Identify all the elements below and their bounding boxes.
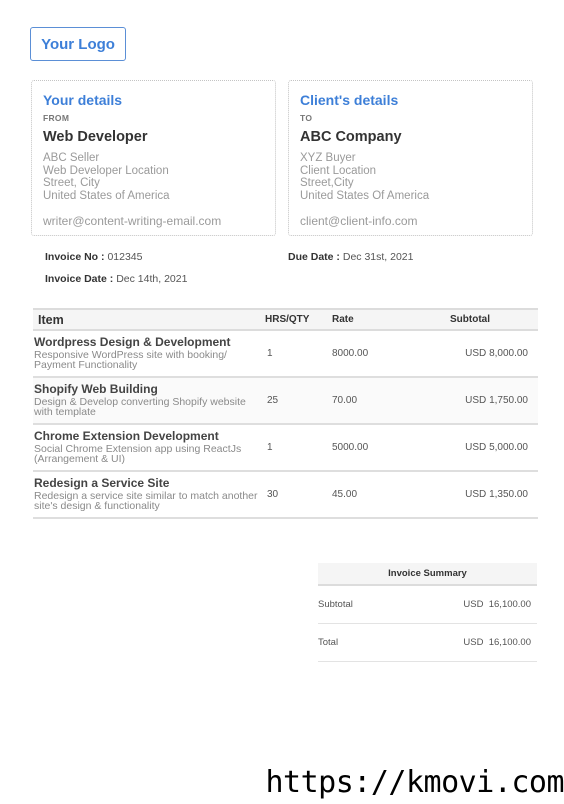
- currency: USD: [463, 636, 484, 648]
- rate-cell: 70.00: [332, 395, 358, 406]
- col-item: Item: [38, 312, 64, 327]
- table-row: [33, 377, 538, 424]
- client-address-line: United States Of America: [300, 189, 430, 202]
- due-date: [288, 251, 414, 263]
- subtotal-value: 8,000.00: [489, 348, 528, 359]
- summary-header: [318, 563, 537, 585]
- invoice-summary: [318, 563, 537, 662]
- qty-cell: 1: [267, 442, 273, 453]
- client-name: ABC Company: [300, 129, 402, 145]
- item-title: Redesign a Service Site: [34, 475, 170, 490]
- col-rate: Rate: [332, 314, 354, 325]
- client-email: client@client-info.com: [300, 214, 418, 228]
- invoice-date: [45, 273, 187, 285]
- qty-cell: 30: [267, 489, 279, 500]
- item-cell: [33, 330, 265, 377]
- rate-cell: 8000.00: [332, 348, 369, 359]
- summary-subtotal-label: Subtotal: [318, 598, 353, 610]
- item-cell: [33, 377, 265, 424]
- watermark: https://kmovi.com: [265, 765, 564, 800]
- summary-total-label: Total: [318, 636, 339, 648]
- subtotal-cell: [450, 471, 538, 518]
- currency: USD: [465, 489, 487, 500]
- sender-address-line: United States of America: [43, 189, 170, 202]
- sender-name: Web Developer: [43, 129, 148, 145]
- subtotal-value: 5,000.00: [489, 442, 528, 453]
- client-details-card: [288, 80, 533, 236]
- item-description: Redesign a service site similar to match another site's design & functionality: [34, 489, 258, 512]
- items-table: [33, 308, 538, 519]
- client-address: [300, 152, 521, 202]
- sender-address: [43, 152, 264, 202]
- invoice-number-value: 012345: [107, 251, 143, 263]
- due-date-value: Dec 31st, 2021: [342, 251, 414, 263]
- subtotal-cell: [450, 330, 538, 377]
- summary-subtotal-row: [318, 585, 537, 623]
- subtotal-value: 1,750.00: [489, 395, 528, 406]
- item-cell: [33, 471, 265, 518]
- item-description: Responsive WordPress site with booking/ Payment Functionality: [34, 348, 227, 371]
- item-title: Wordpress Design & Development: [34, 334, 231, 349]
- invoice-number-label: Invoice No :: [45, 251, 105, 263]
- currency: USD: [465, 395, 487, 406]
- table-row: [33, 330, 538, 377]
- item-title: Shopify Web Building: [34, 381, 158, 396]
- summary-total-row: [318, 623, 537, 661]
- item-cell: [33, 424, 265, 471]
- subtotal-cell: [450, 424, 538, 471]
- col-qty: HRS/QTY: [265, 314, 310, 325]
- item-description: Social Chrome Extension app using ReactJs (Arrangement & UI): [34, 442, 242, 465]
- client-details-heading: Client's details: [300, 92, 399, 108]
- due-date-label: Due Date :: [288, 251, 340, 263]
- invoice-number: [45, 251, 142, 263]
- col-subtotal: Subtotal: [450, 314, 490, 325]
- sender-address-line: Web Developer Location: [43, 164, 169, 177]
- currency: USD: [465, 348, 487, 359]
- amount: 16,100.00: [488, 598, 531, 610]
- client-address-line: XYZ Buyer: [300, 152, 356, 164]
- subtotal-cell: [450, 377, 538, 424]
- table-row: [33, 471, 538, 518]
- qty-cell: 25: [267, 395, 279, 406]
- summary-heading: Invoice Summary: [388, 568, 467, 579]
- currency: USD: [465, 442, 487, 453]
- sender-address-line: ABC Seller: [43, 152, 100, 164]
- summary-total-value: [388, 623, 537, 661]
- rate-cell: 45.00: [332, 489, 358, 500]
- client-address-line: Client Location: [300, 164, 377, 177]
- qty-cell: 1: [267, 348, 273, 359]
- summary-subtotal-value: [388, 585, 537, 623]
- item-title: Chrome Extension Development: [34, 428, 219, 443]
- item-description: Design & Develop converting Shopify website with template: [34, 395, 246, 418]
- client-address-line: Street,City: [300, 177, 354, 189]
- items-table-header: [33, 309, 538, 330]
- to-label: TO: [300, 113, 313, 123]
- your-details-heading: Your details: [43, 92, 123, 108]
- from-label: FROM: [43, 113, 70, 123]
- rate-cell: 5000.00: [332, 442, 369, 453]
- amount: 16,100.00: [488, 636, 531, 648]
- invoice-date-value: Dec 14th, 2021: [116, 273, 188, 285]
- invoice-date-label: Invoice Date :: [45, 273, 114, 285]
- table-row: [33, 424, 538, 471]
- sender-email: writer@content-writing-email.com: [43, 214, 222, 228]
- sender-address-line: Street, City: [43, 177, 100, 189]
- currency: USD: [463, 598, 484, 610]
- logo: Your Logo: [30, 27, 126, 61]
- your-details-card: [31, 80, 276, 236]
- subtotal-value: 1,350.00: [489, 489, 528, 500]
